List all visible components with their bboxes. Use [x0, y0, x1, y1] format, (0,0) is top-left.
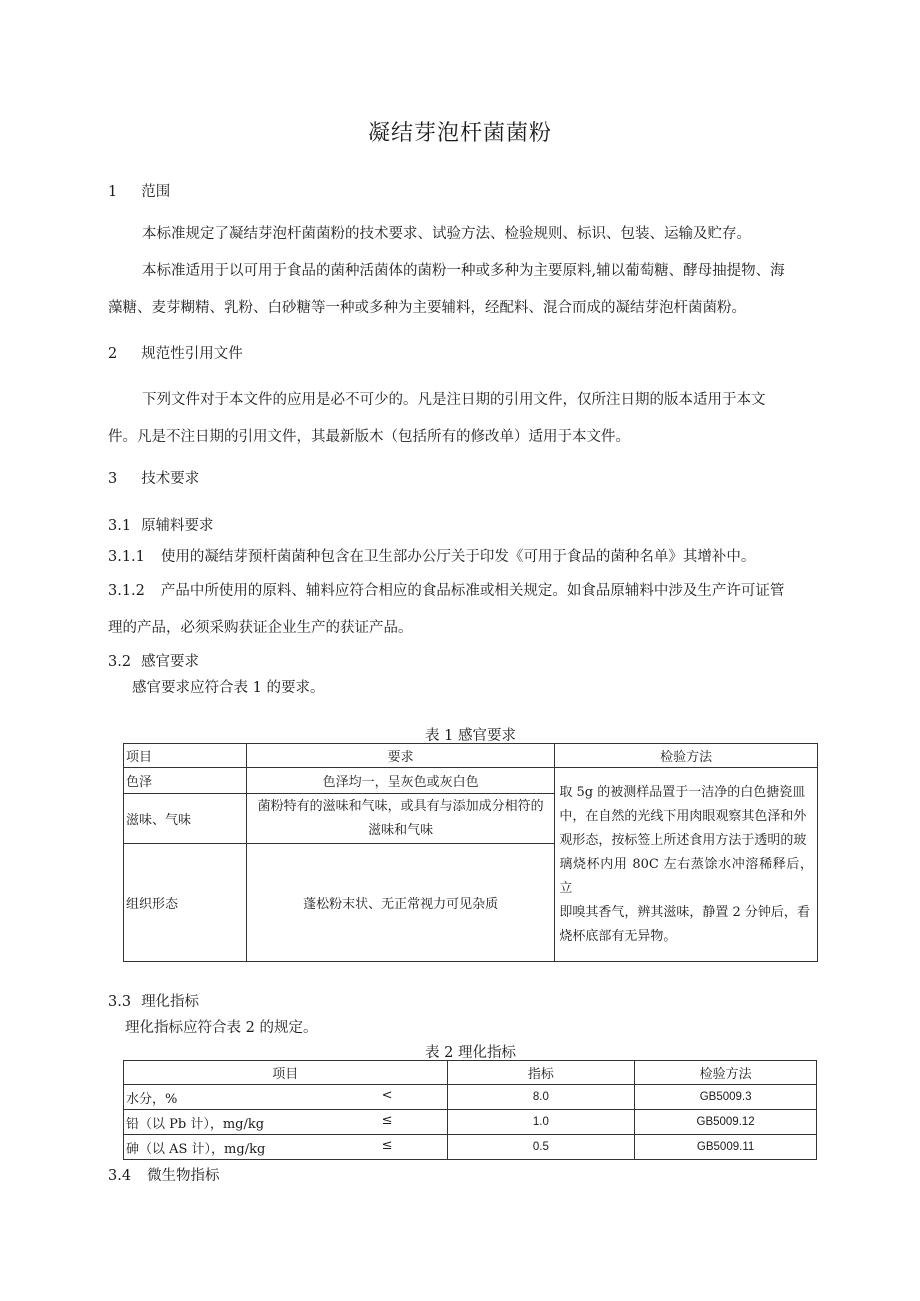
section-number: 2	[108, 346, 118, 362]
table-cell	[124, 1085, 448, 1110]
table-cell: 8.0	[447, 1085, 635, 1110]
table-header-cell: 检验方法	[635, 1061, 817, 1085]
section-title: 感官要求	[141, 654, 200, 670]
clause-3-1-2	[108, 579, 784, 600]
method-line: 取 5g 的被测样品置于一洁净的白色搪瓷皿	[559, 784, 806, 800]
table-2	[123, 1060, 817, 1160]
table-row	[124, 1110, 817, 1135]
table-header-row	[124, 744, 818, 768]
table-row	[124, 1085, 817, 1110]
table-cell	[124, 1135, 448, 1160]
subsection-3-3-heading	[108, 990, 199, 1011]
table-header-cell: 要求	[246, 744, 555, 768]
clause-3-1-1	[108, 545, 755, 566]
section-title: 理化指标	[141, 994, 200, 1010]
table-1-caption: 表 1 感官要求	[425, 728, 516, 744]
cell-line: 滋味和气味	[368, 822, 434, 838]
section-number: 3.4	[108, 1168, 132, 1184]
table-cell: 1.0	[447, 1110, 635, 1135]
paragraph: 本标准适用于以可用于食品的菌种活菌体的菌粉一种或多种为主要原料,辅以葡萄糖、酵母抽提物、海	[142, 263, 785, 279]
operator: <	[381, 1087, 393, 1103]
section-number: 3.1.2	[108, 583, 145, 599]
paragraph: 藻糖、麦芽糊精、乳粉、白砂糖等一种或多种为主要辅料，经配料、混合而成的凝结芽泡杆菌菌粉。	[108, 300, 746, 316]
section-title: 技术要求	[141, 471, 200, 487]
table-header-row	[124, 1061, 817, 1085]
section-title: 原辅料要求	[141, 518, 214, 534]
table-cell-method	[555, 768, 818, 962]
paragraph: 本标准规定了凝结芽泡杆菌菌粉的技术要求、试验方法、检验规则、标识、包装、运输及贮存。	[142, 226, 751, 242]
paragraph: 下列文件对于本文件的应用是必不可少的。凡是注日期的引用文件，仅所注日期的版本适用于本文	[142, 392, 766, 408]
section-2-heading	[108, 342, 243, 363]
paragraph: 感官要求应符合表 1 的要求。	[132, 680, 325, 696]
item-label: 水分，%	[126, 1091, 178, 1107]
section-number: 3.1.1	[108, 549, 145, 565]
table-cell: GB5009.3	[635, 1085, 817, 1110]
clause-text: 使用的凝结芽预杆菌菌种包含在卫生部办公厅关于印发《可用于食品的菌种名单》其增补中。	[160, 549, 756, 565]
table-1	[123, 743, 818, 962]
section-number: 1	[108, 184, 118, 200]
table-row	[124, 768, 818, 794]
method-line: 中，在自然的光线下用肉眼观察其色泽和外	[559, 808, 807, 824]
operator: ≤	[381, 1112, 393, 1128]
subsection-3-4-heading	[108, 1164, 220, 1185]
table-header-cell: 项目	[124, 744, 247, 768]
table-cell: 滋味、气味	[124, 794, 247, 844]
section-title: 规范性引用文件	[141, 346, 243, 362]
method-line: 烧杯底部有无异物。	[559, 928, 677, 944]
method-line: 观形态，按标签上所述食用方法于透明的玻	[559, 832, 807, 848]
method-text	[557, 781, 815, 949]
section-number: 3.3	[108, 994, 132, 1010]
paragraph: 理化指标应符合表 2 的规定。	[125, 1020, 318, 1036]
page-title: 凝结芽泡杆菌菌粉	[367, 121, 552, 146]
table-header-cell: 指标	[447, 1061, 635, 1085]
table-cell: GB5009.11	[635, 1135, 817, 1160]
section-number: 3.1	[108, 518, 132, 534]
method-line: 璃烧杯内用 80C 左右蒸馀水冲溶稀释后，立	[559, 856, 813, 896]
table-cell: 蓬松粉末状、无正常视力可见杂质	[246, 844, 555, 962]
section-number: 3.2	[108, 654, 132, 670]
operator: ≤	[381, 1137, 393, 1153]
clause-text: 产品中所使用的原料、辅料应符合相应的食品标准或相关规定。如食品原辅料中涉及生产许可证管	[160, 583, 785, 599]
table-header-cell: 项目	[124, 1061, 448, 1085]
paragraph: 理的产品，必须采购获证企业生产的获证产品。	[108, 620, 413, 636]
table-cell: 色泽	[124, 768, 247, 794]
table-cell: 组织形态	[124, 844, 247, 962]
item-label: 铅（以 Pb 计），mg/kg	[126, 1116, 265, 1132]
table-2-caption: 表 2 理化指标	[425, 1045, 516, 1061]
method-line: 即嗅其香气，辨其滋味，静置 2 分钟后，看	[559, 904, 810, 920]
table-cell: 0.5	[447, 1135, 635, 1160]
section-title: 范围	[141, 184, 171, 200]
subsection-3-1-heading	[108, 514, 214, 535]
table-cell	[246, 794, 555, 844]
table-cell	[124, 1110, 448, 1135]
paragraph: 件。凡是不注日期的引用文件，其最新版木（包括所有的修改单）适用于本文件。	[108, 429, 630, 445]
section-3-heading	[108, 467, 199, 488]
section-1-heading	[108, 180, 170, 201]
table-row	[124, 1135, 817, 1160]
section-number: 3	[108, 471, 118, 487]
table-cell: GB5009.12	[635, 1110, 817, 1135]
table-header-cell: 检验方法	[555, 744, 818, 768]
cell-line: 菌粉特有的滋味和气味，或具有与添加成分相符的	[257, 798, 544, 814]
subsection-3-2-heading	[108, 650, 199, 671]
table-cell: 色泽均一，呈灰色或灰白色	[246, 768, 555, 794]
item-label: 砷（以 AS 计），mg/kg	[126, 1141, 266, 1157]
section-title: 微生物指标	[147, 1168, 220, 1184]
